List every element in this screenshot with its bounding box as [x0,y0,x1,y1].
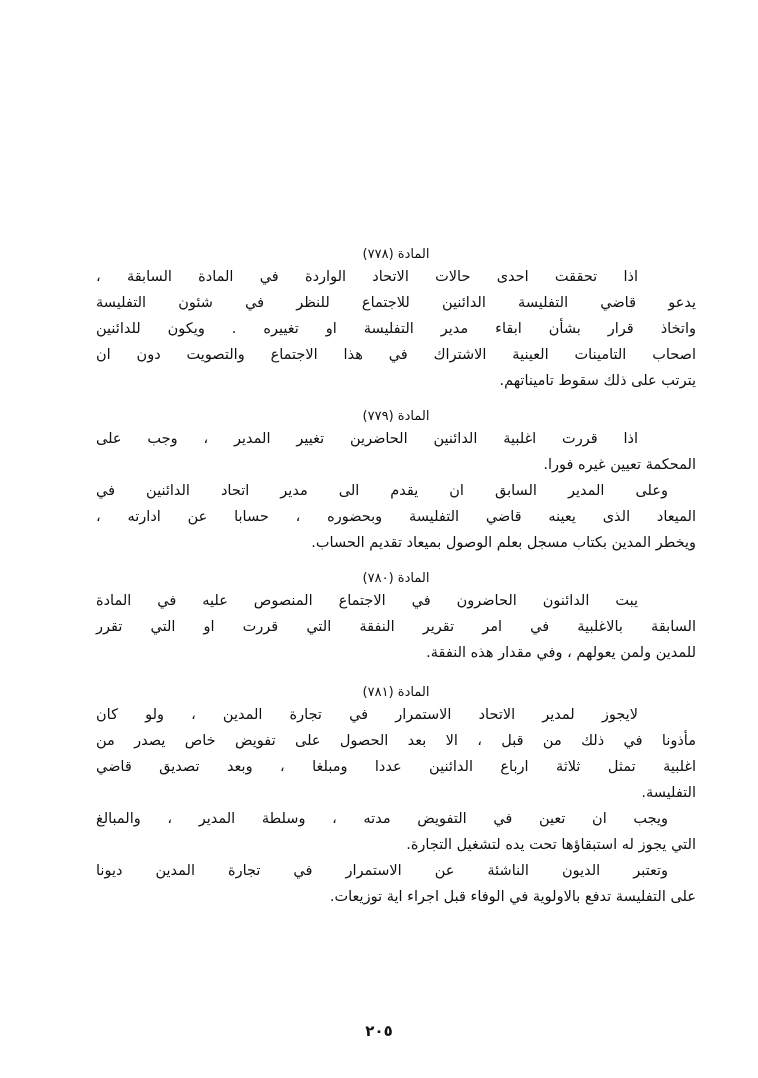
article-heading: المادة (٧٧٩) [362,409,430,424]
text-line: وعلى المدير السابق ان يقدم الى مدير اتحاد الدائنين في [96,483,668,499]
text-line: ويخطر المدين بكتاب مسجل بعلم الوصول بميعاد تقديم الحساب. [311,535,696,551]
text-line: مأذونا في ذلك من قبل ، الا بعد الحصول على تفويض خاص يصدر من [96,733,696,749]
text-line: يدعو قاضي التفليسة الدائنين للاجتماع للنظر في شئون التفليسة [96,295,696,311]
text-line: اغلبية تمثل ثلاثة ارباع الدائنين عددا ومبلغا ، وبعد تصديق قاضي [96,759,696,775]
text-line: واتخاذ قرار بشأن ابقاء مدير التفليسة او تغييره . ويكون للدائنين [96,321,696,337]
article-heading: المادة (٧٨٠) [362,571,430,586]
text-line: السابقة بالاغلبية في امر تقرير النفقة التي قررت او التي تقرر [96,619,696,635]
article-778 [96,246,696,394]
text-line: التي يجوز له استبقاؤها تحت يده لتشغيل التجارة. [406,837,696,853]
article-heading: المادة (٧٨١) [362,685,430,700]
text-line: وتعتبر الديون الناشئة عن الاستمرار في تجارة المدين ديونا [96,863,668,879]
text-line: ويجب ان تعين في التفويض مدته ، وسلطة المدير ، والمبالغ [96,811,668,827]
text-line: يترتب على ذلك سقوط تاميناتهم. [499,373,696,389]
article-780 [96,570,696,666]
text-line: الميعاد الذى يعينه قاضي التفليسة وبحضوره ، حسابا عن ادارته ، [96,509,696,525]
page-number: ٢٠٥ [365,1022,393,1040]
text-line: التفليسة. [641,785,696,801]
text-line: للمدين ولمن يعولهم ، وفي مقدار هذه النفقة. [426,645,696,661]
text-line: يبت الدائنون الحاضرون في الاجتماع المنصوص عليه في المادة [96,593,638,609]
article-781 [96,684,696,910]
article-heading: المادة (٧٧٨) [362,247,430,262]
text-line: اصحاب التامينات العينية الاشتراك في هذا الاجتماع والتصويت دون ان [96,347,696,363]
text-line: المحكمة تعيين غيره فورا. [543,457,696,473]
text-line: اذا تحققت احدى حالات الاتحاد الواردة في المادة السابقة ، [96,269,638,285]
text-line: لايجوز لمدير الاتحاد الاستمرار في تجارة المدين ، ولو كان [96,707,638,723]
text-line: على التفليسة تدفع بالاولوية في الوفاء قبل اجراء اية توزيعات. [329,889,696,905]
text-line: اذا قررت اغلبية الدائنين الحاضرين تغيير المدير ، وجب على [96,431,638,447]
article-779 [96,408,696,556]
